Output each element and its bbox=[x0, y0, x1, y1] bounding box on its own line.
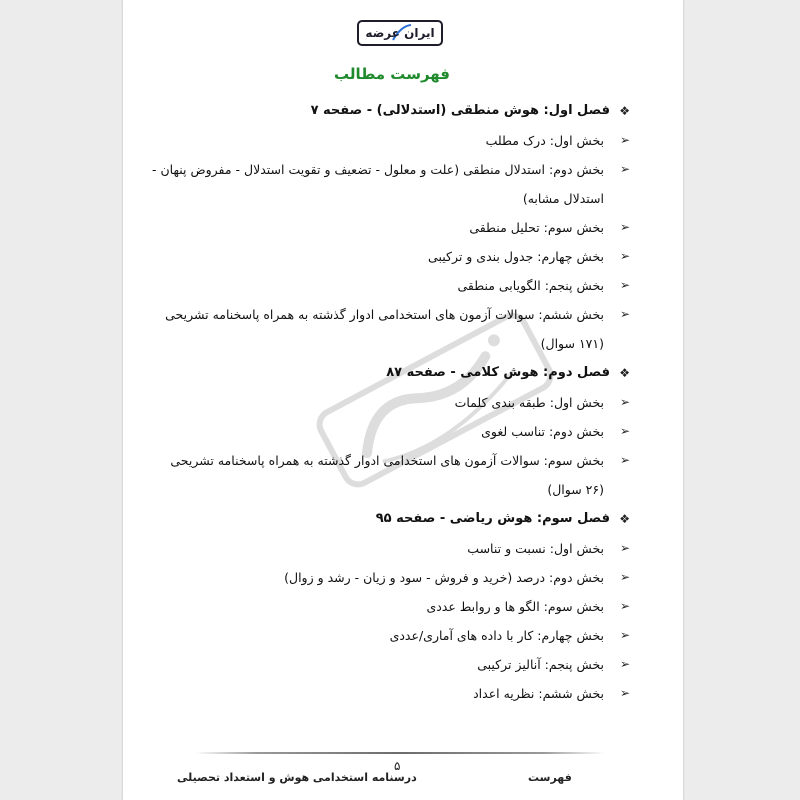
toc-item-label: بخش سوم: سوالات آزمون های استخدامی ادوار گذشته به همراه پاسخنامه تشریحی bbox=[170, 453, 604, 468]
chapter-title: فصل دوم: هوش کلامی - صفحه ۸۷ bbox=[386, 365, 610, 380]
arrowhead-bullet-icon: ➢ bbox=[619, 453, 630, 467]
toc-item-label: بخش دوم: درصد (خرید و فروش - سود و زیان - رشد و زوال) bbox=[284, 570, 604, 585]
page-number: ۵ bbox=[394, 759, 401, 773]
toc-item bbox=[110, 592, 630, 621]
toc-item-label: بخش پنجم: الگویابی منطقی bbox=[457, 278, 604, 293]
arrowhead-bullet-icon: ➢ bbox=[619, 599, 630, 613]
arrowhead-bullet-icon: ➢ bbox=[619, 220, 630, 234]
chapter-title: فصل اول: هوش منطقی (استدلالی) - صفحه ۷ bbox=[310, 103, 610, 118]
toc-item-continuation: استدلال مشابه) bbox=[522, 191, 604, 206]
arrowhead-bullet-icon: ➢ bbox=[619, 395, 630, 409]
toc-item-label: بخش چهارم: جدول بندی و ترکیبی bbox=[428, 249, 604, 264]
page-title: فهرست مطالب bbox=[334, 65, 450, 83]
logo-text: ایران عرضه bbox=[365, 26, 435, 40]
arrowhead-bullet-icon: ➢ bbox=[619, 424, 630, 438]
diamond-bullet-icon: ❖ bbox=[619, 104, 630, 118]
toc-item-label: بخش دوم: استدلال منطقی (علت و معلول - تضعیف و تقویت استدلال - مفروض پنهان - bbox=[152, 162, 604, 177]
arrowhead-bullet-icon: ➢ bbox=[619, 657, 630, 671]
diamond-bullet-icon: ❖ bbox=[619, 366, 630, 380]
toc-item bbox=[110, 563, 630, 592]
toc-item-label: بخش پنجم: آنالیز ترکیبی bbox=[477, 657, 604, 672]
arrowhead-bullet-icon: ➢ bbox=[619, 307, 630, 321]
toc-item bbox=[110, 242, 630, 271]
arrowhead-bullet-icon: ➢ bbox=[619, 162, 630, 176]
arrowhead-bullet-icon: ➢ bbox=[619, 570, 630, 584]
toc-item bbox=[110, 621, 630, 650]
toc-item-label: بخش دوم: تناسب لغوی bbox=[481, 424, 604, 439]
brand-logo bbox=[357, 20, 443, 46]
chapter-title: فصل سوم: هوش ریاضی - صفحه ۹۵ bbox=[375, 511, 610, 526]
toc-item bbox=[110, 679, 630, 708]
arrowhead-bullet-icon: ➢ bbox=[619, 686, 630, 700]
toc-item bbox=[110, 417, 630, 446]
footer-section-label: فهرست bbox=[528, 771, 572, 784]
toc-item-label: بخش اول: طبقه بندی کلمات bbox=[454, 395, 604, 410]
toc-item bbox=[110, 126, 630, 155]
toc-item bbox=[110, 213, 630, 242]
toc-item-label: بخش چهارم: کار با داده های آماری/عددی bbox=[389, 628, 604, 643]
toc-item bbox=[110, 155, 630, 213]
toc-item-label: بخش ششم: نظریه اعداد bbox=[473, 686, 604, 701]
toc-item bbox=[110, 650, 630, 679]
arrowhead-bullet-icon: ➢ bbox=[619, 278, 630, 292]
footer-divider bbox=[195, 752, 605, 754]
toc-item-continuation: (۲۶ سوال) bbox=[547, 482, 604, 497]
toc-item-label: بخش سوم: تحلیل منطقی bbox=[469, 220, 604, 235]
toc-item-continuation: (۱۷۱ سوال) bbox=[540, 336, 604, 351]
toc-item bbox=[110, 388, 630, 417]
diamond-bullet-icon: ❖ bbox=[619, 512, 630, 526]
arrowhead-bullet-icon: ➢ bbox=[619, 628, 630, 642]
arrowhead-bullet-icon: ➢ bbox=[619, 249, 630, 263]
toc-item bbox=[110, 271, 630, 300]
toc-item-label: بخش ششم: سوالات آزمون های استخدامی ادوار گذشته به همراه پاسخنامه تشریحی bbox=[165, 307, 604, 322]
table-of-contents bbox=[110, 96, 630, 708]
chapter-heading bbox=[110, 358, 630, 388]
toc-item-label: بخش سوم: الگو ها و روابط عددی bbox=[426, 599, 604, 614]
toc-item bbox=[110, 446, 630, 504]
toc-item-label: بخش اول: نسبت و تناسب bbox=[467, 541, 604, 556]
toc-item bbox=[110, 300, 630, 358]
chapter-heading bbox=[110, 96, 630, 126]
arrowhead-bullet-icon: ➢ bbox=[619, 133, 630, 147]
arrowhead-bullet-icon: ➢ bbox=[619, 541, 630, 555]
toc-item-label: بخش اول: درک مطلب bbox=[485, 133, 604, 148]
footer-book-title: درسنامه استخدامی هوش و استعداد تحصیلی bbox=[177, 771, 417, 784]
chapter-heading bbox=[110, 504, 630, 534]
toc-item bbox=[110, 534, 630, 563]
